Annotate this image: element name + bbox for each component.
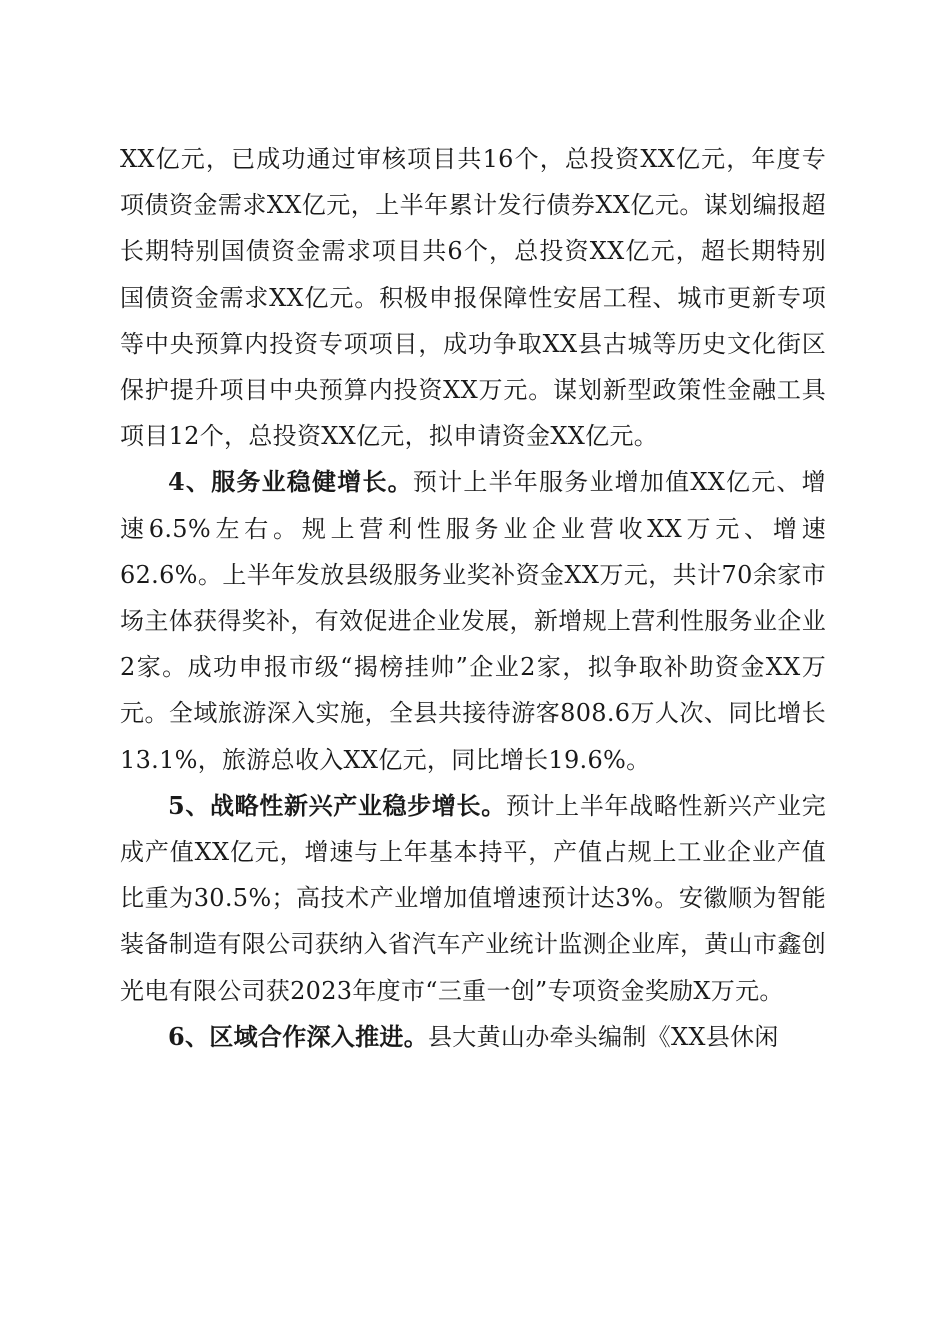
paragraph-regional-cooperation — [120, 1014, 826, 1060]
paragraph-investment — [120, 136, 826, 459]
document-page — [120, 136, 826, 1060]
paragraph-text: 县大黄山办牵头编制《XX县休闲 — [428, 1022, 779, 1051]
paragraph-heading: 6、区域合作深入推进。 — [168, 1021, 428, 1051]
paragraph-emerging-industry — [120, 783, 826, 1014]
paragraph-heading: 5、战略性新兴产业稳步增长。 — [168, 790, 506, 820]
paragraph-text: 预计上半年战略性新兴产业完成产值XX亿元，增速与上年基本持平，产值占规上工业企业产值比重为30.5%；高技术产业增加值增速预计达3%。安徽顺为智能装备制造有限公司获纳入省汽车产业统计监测企业库，黄山市鑫创光电有限公司获2023年度市“三重一创”专项资金奖励X万元。 — [120, 791, 826, 1005]
paragraph-text: XX亿元，已成功通过审核项目共16个，总投资XX亿元，年度专项债资金需求XX亿元，上半年累计发行债券XX亿元。谋划编报超长期特别国债资金需求项目共6个，总投资XX亿元，超长期特别国债资金需求XX亿元。积极申报保障性安居工程、城市更新专项等中央预算内投资专项项目，成功争取XX县古城等历史文化街区保护提升项目中央预算内投资XX万元。谋划新型政策性金融工具项目12个，总投资XX亿元，拟申请资金XX亿元。 — [120, 145, 826, 451]
paragraph-service-industry — [120, 459, 826, 782]
paragraph-text: 预计上半年服务业增加值XX亿元、增速6.5%左右。规上营利性服务业企业营收XX万元、增速62.6%。上半年发放县级服务业奖补资金XX万元，共计70余家市场主体获得奖补，有效促进企业发展，新增规上营利性服务业企业2家。成功申报市级“揭榜挂帅”企业2家，拟争取补助资金XX万元。全域旅游深入实施，全县共接待游客808.6万人次、同比增长13.1%，旅游总收入XX亿元，同比增长19.6%。 — [120, 468, 826, 774]
paragraph-heading: 4、服务业稳健增长。 — [168, 467, 413, 497]
